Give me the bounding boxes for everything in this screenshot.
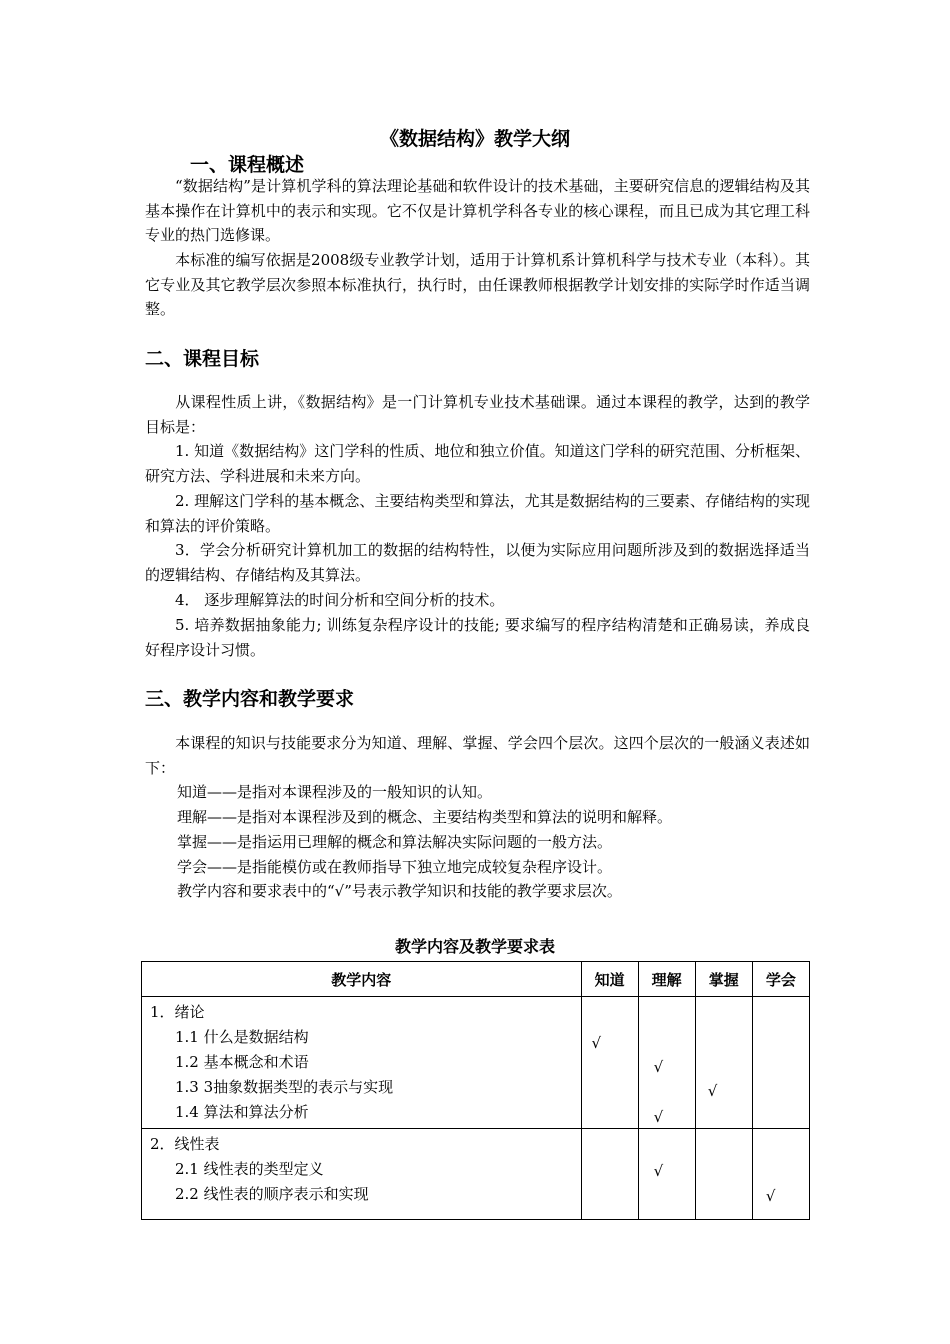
check-mark: √ — [591, 1034, 602, 1052]
topic-item: 1.2 基本概念和术语 — [175, 1053, 309, 1071]
section2-heading: 二、课程目标 — [145, 348, 260, 370]
table-header-row — [142, 962, 810, 997]
level-definition: 理解——是指对本课程涉及到的概念、主要结构类型和算法的说明和解释。 — [177, 808, 673, 826]
check-mark: √ — [707, 1082, 718, 1100]
header-learn: 学会 — [752, 962, 809, 997]
topic-item: 1.1 什么是数据结构 — [175, 1028, 309, 1046]
master-cell — [695, 1129, 752, 1220]
level-definition: 学会——是指能模仿或在教师指导下独立地完成较复杂程序设计。 — [177, 858, 613, 876]
topic-item: 1.3 3抽象数据类型的表示与实现 — [175, 1078, 394, 1096]
table-row — [142, 997, 810, 1129]
level-definition: 掌握——是指运用已理解的概念和算法解决实际问题的一般方法。 — [177, 833, 613, 851]
check-mark: √ — [765, 1187, 776, 1205]
goal-item: 4． 逐步理解算法的时间分析和空间分析的技术。 — [175, 591, 505, 609]
topic-item: 2.2 线性表的顺序表示和实现 — [175, 1185, 369, 1203]
topic-item: 1.4 算法和算法分析 — [175, 1103, 309, 1121]
learn-cell — [752, 1129, 809, 1220]
document-title: 《数据结构》教学大纲 — [379, 128, 570, 150]
understand-cell — [638, 1129, 695, 1220]
header-content: 教学内容 — [142, 962, 582, 997]
section1-paragraph-2: 本标准的编写依据是2008级专业教学计划，适用于计算机系计算机科学与技术专业（本科）。其它专业及其它教学层次参照本标准执行，执行时，由任课教师根据教学计划安排的实际学时作适当调整。 — [145, 251, 810, 318]
chapter-heading: 2．线性表 — [150, 1135, 220, 1153]
section3-heading: 三、教学内容和教学要求 — [145, 688, 355, 710]
level-definition: 知道——是指对本课程涉及的一般知识的认知。 — [177, 783, 493, 801]
table-row — [142, 1129, 810, 1220]
content-cell — [142, 1129, 582, 1220]
goal-item: 3．学会分析研究计算机加工的数据的结构特性，以便为实际应用问题所涉及到的数据选择适当的逻辑结构、存储结构及其算法。 — [145, 541, 810, 584]
section2-intro: 从课程性质上讲，《数据结构》是一门计算机专业技术基础课。通过本课程的教学，达到的教学目标是： — [145, 393, 810, 436]
checkmark-note: 教学内容和要求表中的“√”号表示教学知识和技能的教学要求层次。 — [177, 882, 622, 900]
learn-cell — [752, 997, 809, 1129]
goal-item: 2. 理解这门学科的基本概念、主要结构类型和算法，尤其是数据结构的三要素、存储结构的实现和算法的评价策略。 — [145, 492, 810, 535]
goal-item: 1. 知道《数据结构》这门学科的性质、地位和独立价值。知道这门学科的研究范围、分析框架、研究方法、学科进展和未来方向。 — [145, 442, 810, 485]
chapter-heading: 1．绪论 — [150, 1003, 205, 1021]
know-cell — [581, 1129, 638, 1220]
section1-heading: 一、课程概述 — [190, 154, 305, 176]
check-mark: √ — [653, 1058, 664, 1076]
requirements-table — [141, 961, 810, 1220]
content-cell — [142, 997, 582, 1129]
header-understand: 理解 — [638, 962, 695, 997]
header-master: 掌握 — [695, 962, 752, 997]
topic-item: 2.1 线性表的类型定义 — [175, 1160, 324, 1178]
check-mark: √ — [653, 1162, 664, 1180]
master-cell — [695, 997, 752, 1129]
section3-intro: 本课程的知识与技能要求分为知道、理解、掌握、学会四个层次。这四个层次的一般涵义表述如下： — [145, 734, 810, 777]
understand-cell — [638, 997, 695, 1129]
table-title: 教学内容及教学要求表 — [394, 937, 555, 956]
section1-paragraph-1: “数据结构”是计算机学科的算法理论基础和软件设计的技术基础，主要研究信息的逻辑结构及其基本操作在计算机中的表示和实现。它不仅是计算机学科各专业的核心课程，而且已成为其它理工科专业的热门选修课。 — [145, 177, 810, 244]
check-mark: √ — [653, 1108, 664, 1126]
know-cell — [581, 997, 638, 1129]
header-know: 知道 — [581, 962, 638, 997]
goal-item: 5. 培养数据抽象能力; 训练复杂程序设计的技能; 要求编写的程序结构清楚和正确易读，养成良好程序设计习惯。 — [145, 616, 810, 659]
